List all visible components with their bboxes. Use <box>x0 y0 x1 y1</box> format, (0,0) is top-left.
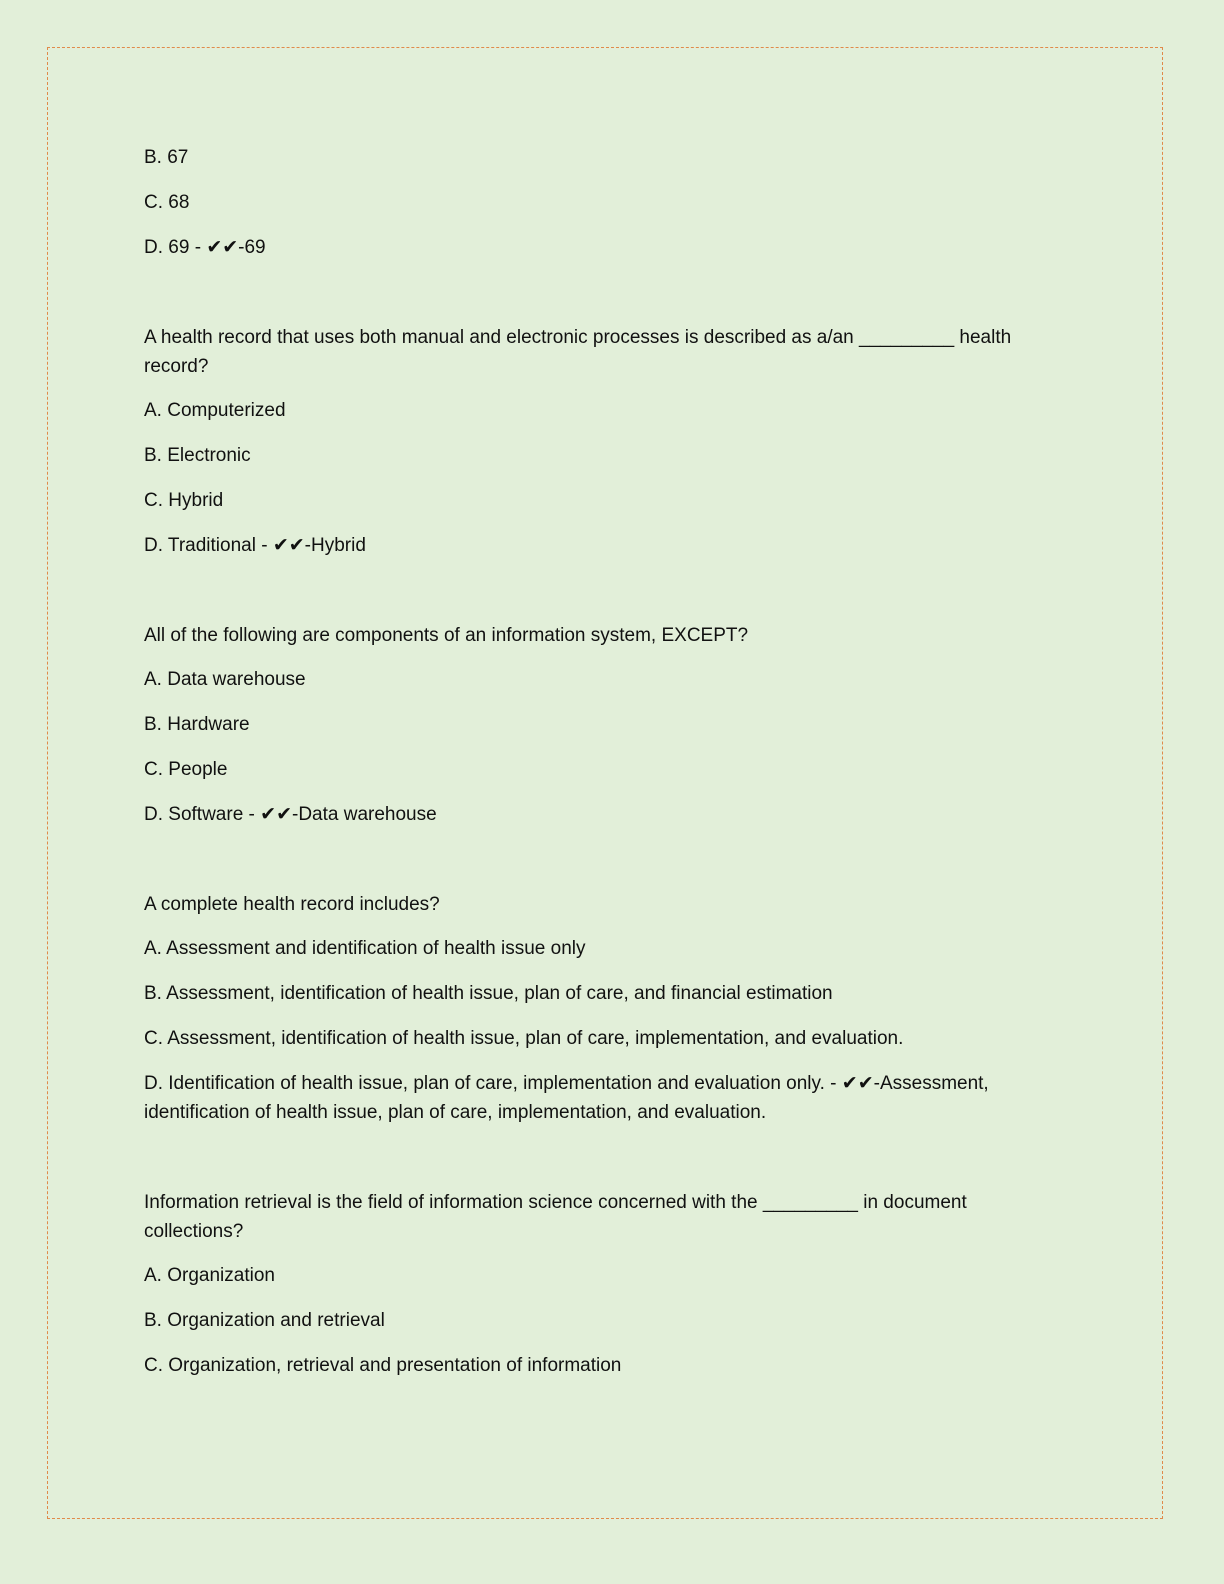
answer-line <box>144 531 1064 560</box>
option-a: A. Organization <box>144 1265 275 1286</box>
checkmark-icon: ✔✔ <box>272 534 305 556</box>
option-d-text: D. 69 - <box>144 237 207 258</box>
question-text: A health record that uses both manual and electronic processes is described as a/an _________ health record? <box>144 327 1012 377</box>
answer-text: -Assessment, identification of health issue, plan of care, implementation, and evaluation. <box>144 1073 994 1123</box>
option-b: B. Assessment, identification of health issue, plan of care, and financial estimation <box>144 983 833 1004</box>
document-content <box>144 143 1064 1396</box>
option-d-text: D. Traditional - <box>144 535 273 556</box>
option-c: C. Organization, retrieval and presentation of information <box>144 1355 622 1376</box>
checkmark-icon: ✔✔ <box>841 1072 874 1094</box>
answer-line <box>144 233 1064 262</box>
question-text: A complete health record includes? <box>144 894 440 915</box>
option-b: B. Organization and retrieval <box>144 1310 385 1331</box>
option-c: C. People <box>144 759 228 780</box>
answer-text: -Hybrid <box>304 535 366 556</box>
checkmark-icon: ✔✔ <box>206 236 239 258</box>
option-c: C. 68 <box>144 192 190 213</box>
question-text: All of the following are components of an information system, EXCEPT? <box>144 625 749 646</box>
option-a: A. Data warehouse <box>144 669 306 690</box>
option-c: C. Assessment, identification of health issue, plan of care, implementation, and evaluation. <box>144 1028 904 1049</box>
option-d-text: D. Software - <box>144 804 261 825</box>
option-a: A. Assessment and identification of health issue only <box>144 938 586 959</box>
question-block-0 <box>144 143 1064 262</box>
option-b: B. 67 <box>144 147 189 168</box>
question-block-4 <box>144 1188 1064 1380</box>
option-a: A. Computerized <box>144 400 286 421</box>
question-block-3 <box>144 890 1064 1127</box>
question-block-2 <box>144 621 1064 829</box>
answer-line <box>144 800 1064 829</box>
question-block-1 <box>144 323 1064 560</box>
answer-text: -69 <box>238 237 266 258</box>
option-d-text: D. Identification of health issue, plan of care, implementation and evaluation only. - <box>144 1073 842 1094</box>
question-text: Information retrieval is the field of information science concerned with the _________ in document collections? <box>144 1192 967 1242</box>
option-b: B. Electronic <box>144 445 251 466</box>
answer-text: -Data warehouse <box>292 804 437 825</box>
option-b: B. Hardware <box>144 714 250 735</box>
checkmark-icon: ✔✔ <box>260 803 292 825</box>
option-c: C. Hybrid <box>144 490 224 511</box>
answer-line <box>144 1069 1064 1127</box>
